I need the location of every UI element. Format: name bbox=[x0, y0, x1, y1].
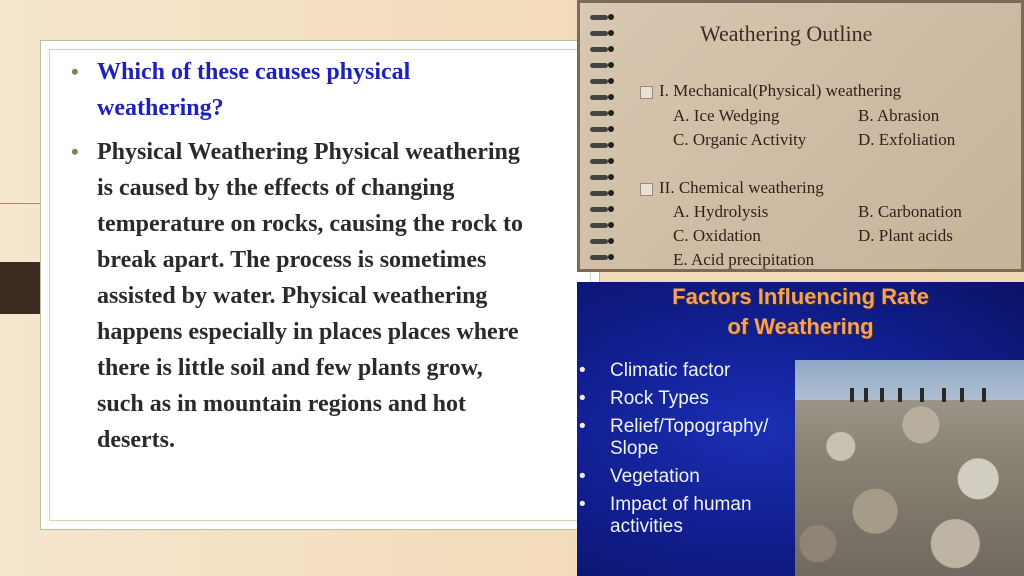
checkbox-icon bbox=[640, 183, 653, 196]
factor-item: • Relief/Topography/ Slope bbox=[577, 416, 790, 460]
factors-title bbox=[577, 282, 1024, 342]
outline-item: D. Plant acids bbox=[858, 226, 953, 245]
question-bullet: • Which of these causes physical weathering? bbox=[55, 54, 525, 126]
factors-title-line2: of Weathering bbox=[727, 314, 874, 339]
outline-section-label: I. Mechanical(Physical) weathering bbox=[659, 81, 902, 100]
outline-section-chemical bbox=[640, 178, 824, 198]
outline-item: A. Hydrolysis bbox=[673, 202, 769, 221]
factor-item: • Climatic factor bbox=[577, 360, 790, 382]
rock-pile-photo bbox=[795, 360, 1024, 576]
answer-bullet: • Physical Weathering Physical weathering is caused by the effects of changing temperature on rocks, causing the rock to break apart. The process is sometimes assisted by water. Physical weathering happens especially in places places where there is little soil and few plants grow, such as in mountain regions and hot deserts. bbox=[55, 134, 525, 458]
weathering-outline-image bbox=[577, 0, 1024, 272]
outline-section-mechanical bbox=[640, 81, 901, 101]
factor-item: • Vegetation bbox=[577, 466, 790, 488]
outline-item: B. Carbonation bbox=[858, 202, 962, 221]
factors-image bbox=[577, 282, 1024, 576]
factor-item: • Rock Types bbox=[577, 388, 790, 410]
outline-item: D. Exfoliation bbox=[858, 130, 956, 149]
outline-item: C. Organic Activity bbox=[673, 130, 807, 149]
outline-item: C. Oxidation bbox=[673, 226, 761, 245]
outline-item: E. Acid precipitation bbox=[673, 250, 815, 269]
factors-title-line1: Factors Influencing Rate bbox=[672, 284, 929, 309]
outline-title: Weathering Outline bbox=[700, 21, 873, 46]
factors-list bbox=[577, 360, 790, 544]
outline-item: B. Abrasion bbox=[858, 106, 940, 125]
bullet-list bbox=[55, 54, 525, 466]
outline-section-label: II. Chemical weathering bbox=[659, 178, 824, 197]
factor-item: • Impact of human activities bbox=[577, 494, 790, 538]
photo-people bbox=[850, 388, 1000, 406]
outline-item: A. Ice Wedging bbox=[673, 106, 780, 125]
notebook-spiral-icon bbox=[584, 11, 614, 267]
checkbox-icon bbox=[640, 86, 653, 99]
